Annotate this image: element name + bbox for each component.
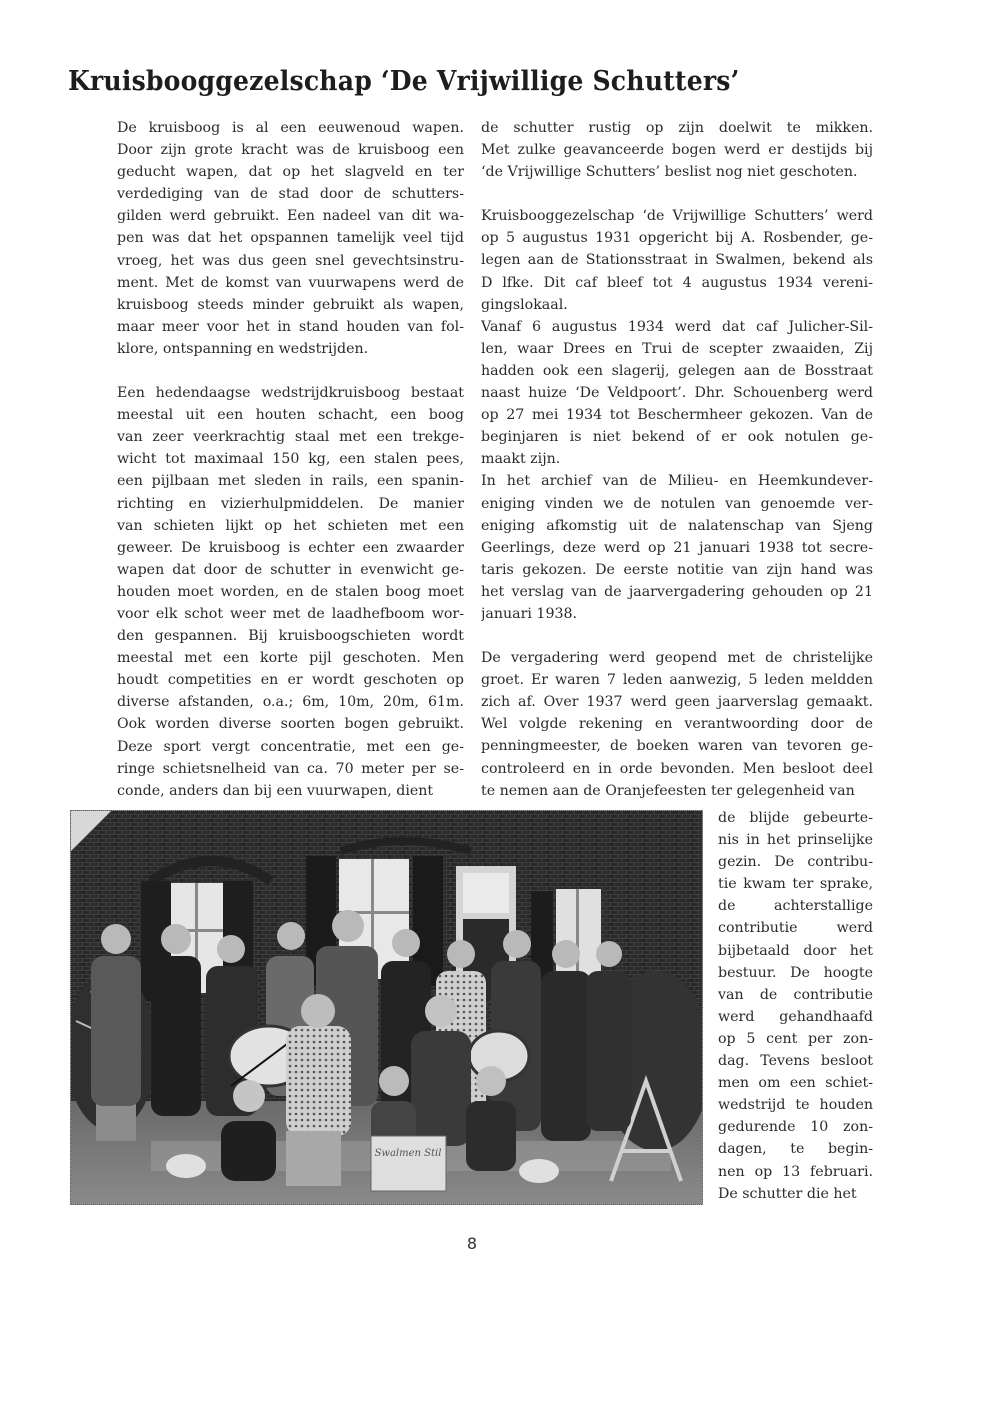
paragraph-intro (117, 117, 464, 360)
text-line: Met zulke geavanceerde bogen werd er destijds bij (481, 142, 873, 159)
text-line: Door zijn grote kracht was de kruisboog een (117, 142, 464, 159)
group-photo (70, 810, 703, 1205)
text-line: januari 1938. (481, 605, 578, 622)
paragraph-new-venue (481, 316, 873, 471)
text-line: ringe schietsnelheid van ca. 70 meter per se- (117, 760, 464, 777)
paragraph-meeting (481, 647, 873, 802)
text-line: klore, ontspanning en wedstrijden. (117, 340, 369, 357)
paragraph-modern-crossbow (117, 382, 464, 802)
text-line: groet. Er waren 7 leden aanwezig, 5 leden meldden (481, 672, 873, 689)
text-line: penningmeester, de boeken waren van tevoren ge- (481, 738, 873, 755)
text-line: De kruisboog is al een eeuwenoud wapen. (117, 120, 464, 136)
text-line: wapen dat door de schutter in evenwicht ge- (117, 561, 464, 578)
text-line: van zeer veerkrachtig staal met een trekge- (117, 429, 464, 446)
text-line: dagen, te begin- (718, 1141, 873, 1158)
text-line: contributie werd (718, 920, 873, 937)
text-line: In het archief van de Milieu- en Heemkundever- (481, 473, 873, 490)
text-line: Vanaf 6 augustus 1934 werd dat caf Julicher-Sil- (481, 318, 873, 335)
text-line: zich af. Over 1937 werd geen jaarverslag gemaakt. (481, 694, 873, 711)
text-line: op 5 augustus 1931 opgericht bij A. Rosbender, ge- (481, 230, 873, 247)
text-line: Geerlings, deze werd op 21 januari 1938 tot secre- (481, 539, 873, 556)
text-line: bijbetaald door het (718, 942, 873, 959)
text-line: de achterstallige (718, 898, 873, 915)
text-line: Ook worden diverse soorten bogen gebruikt. (117, 716, 464, 733)
text-line: wedstrijd te houden (718, 1097, 873, 1114)
page-number: 8 (466, 1234, 478, 1253)
text-line: dag. Tevens besloot (718, 1053, 873, 1070)
text-line: controleerd en in orde bevonden. Men besloot deel (481, 760, 873, 777)
text-line: richting en vizierhulpmiddelen. De manier (117, 495, 464, 512)
paragraph-archive (481, 470, 873, 625)
paragraph-aiming (481, 117, 873, 183)
text-line: kruisboog steeds minder gebruikt als wapen, (117, 296, 464, 313)
left-column (117, 117, 464, 802)
group-photo-image (71, 811, 703, 1205)
text-line: ‘de Vrijwillige Schutters’ beslist nog niet geschoten. (481, 164, 858, 181)
text-line: diverse afstanden, o.a.; 6m, 10m, 20m, 61m. (117, 694, 464, 711)
text-line: te nemen aan de Oranjefeesten ter gelegenheid van (481, 782, 855, 799)
text-line: geweer. De kruisboog is echter een zwaarder (117, 539, 464, 556)
text-line: gingslokaal. (481, 296, 568, 313)
text-line: voor elk schot weer met de laadhefboom wor- (117, 605, 464, 622)
text-line: legen aan de Stationsstraat in Swalmen, bekend als (481, 252, 873, 269)
text-line: naast huize ‘De Veldpoort’. Dhr. Schouenberg werd (481, 385, 873, 402)
text-line: Een hedendaagse wedstrijdkruisboog bestaat (117, 385, 464, 402)
text-line: werd gehandhaafd (718, 1008, 873, 1025)
text-line: nis in het prinselijke (718, 832, 873, 849)
right-column (481, 117, 873, 802)
text-line: van de contributie (718, 986, 873, 1003)
text-line: men om een schiet- (718, 1075, 873, 1092)
text-line: de schutter rustig op zijn doelwit te mikken. (481, 120, 873, 136)
text-line: eniging vinden we de notulen van genoemde ver- (481, 495, 873, 512)
page-title: Kruisbooggezelschap ‘De Vrijwillige Schutters’ (68, 66, 740, 97)
text-line: De schutter die het (718, 1185, 857, 1202)
text-line: Kruisbooggezelschap ‘de Vrijwillige Schutters’ werd (481, 208, 873, 225)
text-line: den gespannen. Bij kruisboogschieten wordt (117, 628, 464, 645)
text-line: maar meer voor het in stand houden van fol- (117, 318, 464, 335)
text-line: conde, anders dan bij een vuurwapen, dient (117, 782, 434, 799)
text-line: pen was dat het opspannen tamelijk veel tijd (117, 230, 464, 247)
text-line: nen op 13 februari. (718, 1163, 873, 1180)
text-line: bestuur. De hoogte (718, 964, 873, 981)
paragraph-meeting-continued (718, 807, 873, 1205)
text-line: hadden ook een slagerij, gelegen aan de Bosstraat (481, 362, 873, 379)
text-line: het verslag van de jaarvergadering gehouden op 21 (481, 583, 873, 600)
text-line: taris gekozen. De eerste notitie van zijn hand was (481, 561, 873, 578)
text-line: op 5 cent per zon- (718, 1030, 873, 1047)
wrapped-text-column (718, 807, 873, 1205)
photo-sign-text: Swalmen Stil (374, 1148, 442, 1159)
text-line: de blijde gebeurte- (718, 810, 873, 826)
text-line: Deze sport vergt concentratie, met een ge- (117, 738, 464, 755)
text-line: len, waar Drees en Trui de scepter zwaaiden, Zij (481, 340, 873, 357)
text-line: meestal met een korte pijl geschoten. Men (117, 650, 464, 667)
text-line: tie kwam ter sprake, (718, 876, 873, 893)
text-line: van schieten lijkt op het schieten met een (117, 517, 464, 534)
text-line: ment. Met de komst van vuurwapens werd de (117, 274, 464, 291)
text-line: wicht tot maximaal 150 kg, een stalen pees, (117, 451, 464, 468)
text-line: meestal uit een houten schacht, een boog (117, 407, 464, 424)
text-line: D lfke. Dit caf bleef tot 4 augustus 1934 vereni- (481, 274, 873, 291)
text-line: eniging afkomstig uit de nalatenschap van Sjeng (481, 517, 873, 534)
text-line: Wel volgde rekening en verantwoording door de (481, 716, 873, 733)
text-line: gedurende 10 zon- (718, 1119, 873, 1136)
text-line: geducht wapen, dat op het slagveld en ter (117, 164, 464, 181)
text-line: een pijlbaan met sleden in rails, een spanin- (117, 473, 464, 490)
text-line: gilden werd gebruikt. Een nadeel van dit wa- (117, 208, 464, 225)
text-line: De vergadering werd geopend met de christelijke (481, 650, 873, 667)
text-line: houdt competities en er wordt geschoten op (117, 672, 464, 689)
text-line: gezin. De contribu- (718, 854, 873, 871)
text-line: op 27 mei 1934 tot Beschermheer gekozen. Van de (481, 407, 873, 424)
text-line: beginjaren is niet bekend of er ook notulen ge- (481, 429, 873, 446)
text-line: verdediging van de stad door de schutters- (117, 186, 464, 203)
text-line: maakt zijn. (481, 451, 561, 468)
text-line: houden moet worden, en de stalen boog moet (117, 583, 464, 600)
text-line: vroeg, het was dus geen snel gevechtsinstru- (117, 252, 464, 269)
paragraph-founding (481, 205, 873, 315)
